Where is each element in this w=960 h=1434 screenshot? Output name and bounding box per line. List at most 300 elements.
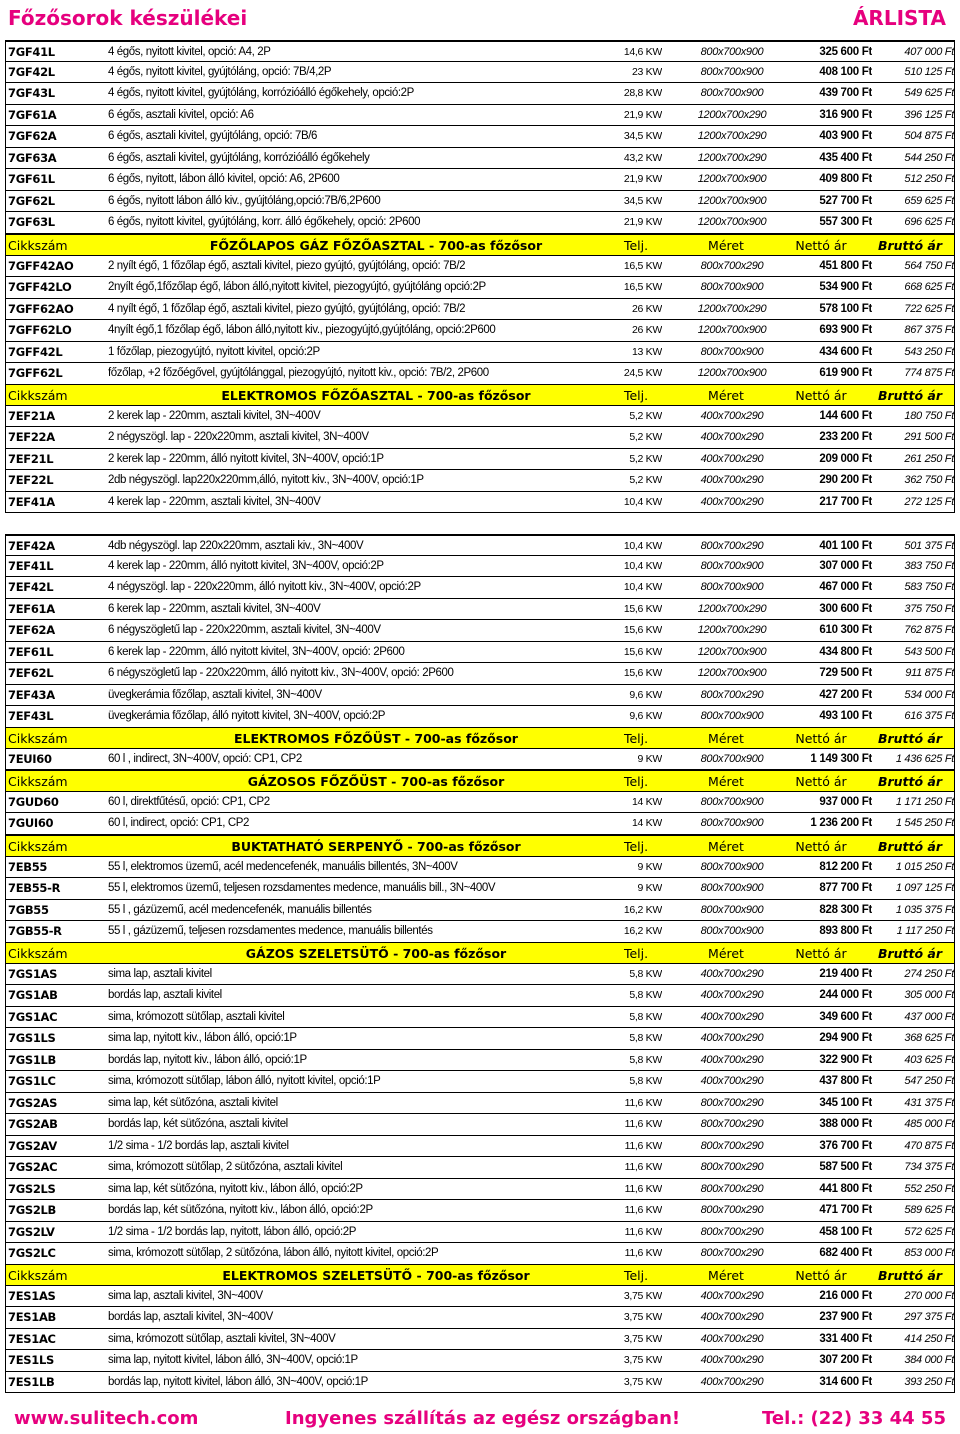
product-description: 4 kerek lap - 220mm, asztali kivitel, 3N~400V [108,495,321,508]
section-header [5,1264,955,1286]
gross-price: 564 750 Ft [904,259,954,272]
product-description: 60 l , indirect, 3N~400V, opció: CP1, CP2 [108,752,302,765]
product-code: 7GF62L [8,193,55,208]
shipping-note: Ingyenes szállítás az egész országban! [285,1408,681,1429]
website-link[interactable]: www.sulitech.com [14,1408,199,1429]
net-price: 244 000 Ft [819,989,872,1001]
product-description: 60 l, direktfűtésű, opció: CP1, CP2 [108,795,270,808]
product-code: 7GUD60 [8,794,59,809]
gross-price: 431 375 Ft [904,1096,954,1109]
column-header-power: Telj. [623,238,649,253]
gross-price: 274 250 Ft [904,967,954,980]
product-code: 7GS1AC [8,1009,58,1024]
product-code: 7EF42L [8,580,54,594]
product-description: 2nyílt égő,1főzőlap égő, lábon álló,nyitott kivitel, piezogyújtó, gyújtóláng opció:2P [108,281,486,293]
product-code: 7EF41L [8,558,54,573]
gross-price: 734 375 Ft [904,1161,954,1173]
product-code: 7GFF42LO [8,280,72,294]
gross-price: 1 097 125 Ft [895,882,954,894]
product-description: sima lap, asztali kivitel [108,967,212,980]
product-code: 7EF62L [8,666,54,680]
product-description: 2 kerek lap - 220mm, álló nyitott kivitel, 3N~400V, opció:1P [108,452,384,465]
dimensions: 1200x700x900 [697,367,767,379]
power: 11,6 KW [624,1118,662,1130]
power: 9 KW [637,882,662,894]
power: 11,6 KW [624,1182,662,1195]
product-description: 4db négyszögl. lap 220x220mm, asztali kiv., 3N~400V [108,540,364,552]
product-code: 7GB55-R [8,924,62,938]
dimensions: 1200x700x900 [697,645,767,658]
net-price: 1 236 200 Ft [810,817,872,829]
table-row [5,1200,955,1222]
column-header-gross-price: Bruttó ár [877,731,943,746]
power: 16,5 KW [623,281,662,293]
table-row [5,191,955,213]
table-row [5,642,955,664]
product-description: 55 l, elektromos üzemű, acél medencefenék, manuális billentés, 3N~400V [108,860,458,873]
table-row [5,663,955,685]
column-header-code: Cikkszám [8,1268,68,1283]
table-row [5,427,955,449]
product-code: 7EF43A [8,687,55,702]
dimensions: 1200x700x290 [697,624,767,636]
table-row [5,406,955,428]
dimensions: 800x700x290 [700,259,764,272]
product-description: bordás lap, nyitott kiv., lábon álló, opció:1P [108,1053,307,1066]
product-description: 6 égős, nyitott kivitel, gyújtóláng, korr. álló égőkehely, opció: 2P600 [108,216,421,228]
power: 21,9 KW [623,173,662,185]
net-price: 144 600 Ft [819,409,872,422]
column-header-code: Cikkszám [8,946,68,961]
product-description: 6 kerek lap - 220mm, álló nyitott kivitel, 3N~400V, opció: 2P600 [108,645,405,658]
dimensions: 800x700x900 [700,817,764,829]
dimensions: 800x700x290 [700,1204,764,1216]
column-header-size: Méret [708,774,744,789]
table-row [5,126,955,148]
product-code: 7GF62A [8,129,57,143]
column-header-power: Telj. [623,946,649,961]
power: 5,8 KW [629,967,662,980]
product-code: 7EF21A [8,408,55,423]
product-code: 7GS1LC [8,1074,56,1088]
dimensions: 800x700x900 [700,903,764,916]
product-description: 6 égős, nyitott lábon álló kiv., gyújtóláng,opció:7B/6,2P600 [108,194,381,207]
power: 15,6 KW [623,602,662,615]
gross-price: 403 625 Ft [904,1053,954,1066]
column-header-code: Cikkszám [8,774,68,789]
gross-price: 437 000 Ft [904,1010,954,1023]
power: 10,4 KW [623,559,662,572]
table-row [5,105,955,127]
dimensions: 800x700x290 [700,1118,764,1130]
power: 5,2 KW [629,474,662,486]
column-header-power: Telj. [623,774,649,789]
gross-price: 368 625 Ft [904,1032,954,1044]
section-title: FŐZŐLAPOS GÁZ FŐZŐASZTAL - 700-as főzősor [209,238,543,253]
net-price: 451 800 Ft [819,259,872,272]
product-code: 7GF61A [8,107,57,122]
table-row [5,449,955,471]
power: 11,6 KW [624,1204,662,1216]
gross-price: 297 375 Ft [904,1311,954,1323]
net-price: 937 000 Ft [819,795,872,808]
gross-price: 501 375 Ft [904,540,954,552]
gross-price: 362 750 Ft [904,474,954,486]
product-code: 7GFF42AO [8,258,74,273]
product-code: 7GF41L [8,45,55,59]
power: 5,8 KW [629,1010,662,1023]
dimensions: 400x700x290 [700,1075,764,1087]
net-price: 294 900 Ft [819,1032,872,1044]
product-description: 6 kerek lap - 220mm, asztali kivitel, 3N~400V [108,602,321,615]
power: 5,8 KW [629,1075,662,1087]
product-description: 6 égős, asztali kivitel, gyújtóláng, opció: 7B/6 [108,130,318,142]
dimensions: 400x700x290 [700,1053,764,1066]
section-header [5,727,955,749]
dimensions: 400x700x290 [700,495,764,508]
product-code: 7GFF62LO [8,323,72,337]
power: 21,9 KW [623,108,662,121]
net-price: 314 600 Ft [819,1375,872,1388]
power: 16,2 KW [623,903,662,916]
phone-number: Tel.: (22) 33 44 55 [761,1408,946,1429]
column-header-power: Telj. [623,839,649,854]
net-price: 534 900 Ft [819,281,872,293]
gross-price: 384 000 Ft [904,1354,954,1366]
net-price: 376 700 Ft [819,1139,872,1152]
net-price: 471 700 Ft [819,1204,872,1216]
product-description: sima, krómozott sütőlap, 2 sütőzóna, asztali kivitel [108,1161,343,1173]
dimensions: 800x700x900 [700,860,764,873]
table-row [5,706,955,728]
footer [0,1404,960,1434]
column-header-gross-price: Bruttó ár [877,238,943,253]
gross-price: 510 125 Ft [904,65,954,78]
power: 11,6 KW [624,1139,662,1152]
dimensions: 400x700x290 [700,1332,764,1345]
product-code: 7GS2LB [8,1203,57,1217]
gross-price: 1 015 250 Ft [895,860,954,873]
power: 16,5 KW [623,259,662,272]
product-description: 1/2 sima - 1/2 bordás lap, asztali kivitel [108,1139,289,1152]
net-price: 435 400 Ft [819,151,872,164]
dimensions: 400x700x290 [700,431,764,443]
power: 11,6 KW [624,1161,662,1173]
dimensions: 1200x700x900 [697,324,767,336]
power: 9 KW [637,752,662,765]
table-row [5,299,955,321]
dimensions: 800x700x900 [700,795,764,808]
table-row [5,556,955,578]
net-price: 828 300 Ft [819,903,872,916]
gross-price: 534 000 Ft [904,688,954,701]
net-price: 578 100 Ft [819,302,872,315]
net-price: 408 100 Ft [819,65,872,78]
dimensions: 800x700x900 [700,281,764,293]
product-description: 1/2 sima - 1/2 bordás lap, nyitott, lábon álló, opció:2P [108,1225,357,1238]
table-row [5,1350,955,1372]
table-row [5,492,955,514]
gross-price: 722 625 Ft [904,302,954,315]
dimensions: 1200x700x900 [697,667,767,679]
power: 24,5 KW [623,367,662,379]
table-row [5,256,955,278]
gross-price: 393 250 Ft [904,1375,954,1388]
product-description: bordás lap, asztali kivitel [108,989,222,1001]
net-price: 388 000 Ft [819,1118,872,1130]
column-header-power: Telj. [623,388,649,403]
net-price: 316 900 Ft [819,108,872,121]
column-header-gross-price: Bruttó ár [877,1268,943,1283]
gross-price: 504 875 Ft [904,130,954,142]
product-description: 55 l , gázüzemű, acél medencefenék, manuális billentés [108,903,372,916]
product-code: 7GS2LC [8,1246,56,1260]
power: 28,8 KW [623,87,662,99]
table-row [5,985,955,1007]
product-code: 7GS1AB [8,988,58,1002]
gross-price: 1 035 375 Ft [895,903,954,916]
product-code: 7EF62A [8,623,55,637]
power: 3,75 KW [623,1354,662,1366]
product-code: 7EF22A [8,430,55,444]
net-price: 307 000 Ft [819,559,872,572]
column-header-net-price: Nettó ár [795,774,847,789]
product-code: 7EB55-R [8,881,61,895]
dimensions: 400x700x290 [700,1010,764,1023]
net-price: 1 149 300 Ft [810,752,872,765]
section-title: ELEKTROMOS SZELETSÜTŐ - 700-as főzősor [222,1268,530,1283]
gross-price: 543 500 Ft [904,645,954,658]
net-price: 300 600 Ft [819,602,872,615]
product-code: 7GF42L [8,64,55,79]
price-table-section [5,835,955,943]
column-header-size: Méret [708,238,744,253]
product-description: 60 l, indirect, opció: CP1, CP2 [108,817,250,829]
power: 16,2 KW [623,925,662,937]
power: 34,5 KW [623,130,662,142]
power: 3,75 KW [623,1289,662,1302]
power: 15,6 KW [623,624,662,636]
gross-price: 1 117 250 Ft [896,925,954,937]
product-code: 7EF61A [8,601,55,616]
column-header-net-price: Nettó ár [795,839,847,854]
product-description: bordás lap, nyitott kivitel, lábon álló, 3N~400V, opció:1P [108,1375,368,1388]
net-price: 693 900 Ft [819,324,872,336]
table-row [5,83,955,105]
table-row [5,212,955,234]
table-row [5,620,955,642]
power: 23 KW [631,65,662,78]
table-row [5,320,955,342]
section-header [5,835,955,857]
gross-price: 396 125 Ft [904,108,954,121]
gross-price: 853 000 Ft [904,1247,954,1259]
column-header-net-price: Nettó ár [795,388,847,403]
dimensions: 400x700x290 [700,409,764,422]
power: 5,8 KW [629,1032,662,1044]
gross-price: 616 375 Ft [904,710,954,722]
table-row [5,40,955,62]
product-description: 4nyílt égő,1 főzőlap égő, lábon álló,nyitott kiv., piezogyújtó,gyújtóláng, opció:2P600 [108,324,496,336]
product-description: bordás lap, két sütőzóna, nyitott kiv., lábon álló, opció:2P [108,1204,373,1216]
price-table-section [5,384,955,513]
product-code: 7ES1LS [8,1353,54,1367]
gross-price: 375 750 Ft [904,602,954,615]
product-description: 4 égős, nyitott kivitel, gyújtóláng, opció: 7B/4,2P [108,65,332,78]
product-description: üvegkerámia főzőlap, álló nyitott kivitel, 3N~400V, opció:2P [108,710,385,722]
section-title: ELEKTROMOS FŐZŐÜST - 700-as főzősor [234,731,518,746]
product-code: 7ES1LB [8,1374,55,1389]
net-price: 325 600 Ft [819,46,872,58]
product-code: 7EB55 [8,859,48,874]
column-header-net-price: Nettó ár [795,946,847,961]
section-header [5,942,955,964]
product-code: 7GS2LS [8,1181,56,1196]
table-row [5,534,955,556]
product-code: 7ES1AS [8,1288,56,1303]
product-description: sima lap, két sütőzóna, asztali kivitel [108,1096,278,1109]
net-price: 610 300 Ft [819,624,872,636]
dimensions: 400x700x290 [700,967,764,980]
column-header-code: Cikkszám [8,238,68,253]
net-price: 458 100 Ft [819,1225,872,1238]
dimensions: 800x700x900 [700,752,764,765]
gross-price: 774 875 Ft [904,367,954,379]
column-header-code: Cikkszám [8,731,68,746]
table-row [5,900,955,922]
price-table-section [5,40,955,234]
dimensions: 400x700x290 [700,1289,764,1302]
dimensions: 800x700x290 [700,1225,764,1238]
net-price: 493 100 Ft [819,710,872,722]
net-price: 682 400 Ft [819,1247,872,1259]
net-price: 619 900 Ft [819,367,872,379]
table-row [5,470,955,492]
table-row [5,749,955,771]
column-header-gross-price: Bruttó ár [877,774,943,789]
price-table-section [5,234,955,385]
gross-price: 270 000 Ft [904,1289,954,1302]
power: 9,6 KW [629,688,662,701]
column-header-gross-price: Bruttó ár [877,388,943,403]
gross-price: 1 436 625 Ft [895,752,954,765]
gross-price: 696 625 Ft [904,216,954,228]
table-row [5,1007,955,1029]
gross-price: 305 000 Ft [904,989,954,1001]
table-row [5,148,955,170]
table-row [5,169,955,191]
section-header [5,770,955,792]
gross-price: 589 625 Ft [904,1204,954,1216]
product-code: 7GF61L [8,172,55,186]
dimensions: 800x700x900 [700,559,764,572]
product-description: 4 égős, nyitott kivitel, opció: A4, 2P [108,46,271,58]
gross-price: 485 000 Ft [904,1118,954,1130]
dimensions: 1200x700x900 [697,194,767,207]
gross-price: 407 000 Ft [904,46,954,58]
column-header-net-price: Nettó ár [795,238,847,253]
product-code: 7GF43L [8,86,55,100]
net-price: 345 100 Ft [819,1096,872,1109]
gross-price: 583 750 Ft [904,581,954,593]
net-price: 237 900 Ft [819,1311,872,1323]
product-code: 7GS2AV [8,1138,57,1153]
table-row [5,878,955,900]
product-description: sima lap, asztali kivitel, 3N~400V [108,1289,263,1302]
product-description: 4 négyszögl. lap - 220x220mm, álló nyitott kiv., 3N~400V, opció:2P [108,581,421,593]
product-code: 7ES1AB [8,1310,57,1324]
table-row [5,277,955,299]
section-title: ELEKTROMOS FŐZŐASZTAL - 700-as főzősor [221,388,531,403]
product-code: 7GS2AB [8,1117,58,1131]
power: 10,4 KW [623,581,662,593]
product-description: sima, krómozott sütőlap, asztali kivitel, 3N~400V [108,1332,336,1345]
dimensions: 800x700x900 [700,882,764,894]
price-list-label: ÁRLISTA [852,6,946,30]
product-description: 2 négyszögl. lap - 220x220mm, asztali kivitel, 3N~400V [108,431,369,443]
table-row [5,1093,955,1115]
table-row [5,813,955,835]
net-price: 439 700 Ft [819,87,872,99]
power: 3,75 KW [623,1311,662,1323]
product-description: 2db négyszögl. lap220x220mm,álló, nyitott kiv., 3N~400V, opció:1P [108,474,424,486]
dimensions: 1200x700x290 [697,602,767,615]
table-row [5,964,955,986]
product-code: 7GS2AC [8,1160,58,1174]
dimensions: 800x700x900 [700,65,764,78]
net-price: 216 000 Ft [819,1289,872,1302]
table-row [5,1307,955,1329]
power: 43,2 KW [623,151,662,164]
net-price: 427 200 Ft [819,688,872,701]
table-row [5,62,955,84]
product-code: 7GS1AS [8,966,58,981]
dimensions: 400x700x290 [700,989,764,1001]
dimensions: 1200x700x290 [697,151,767,164]
power: 15,6 KW [623,667,662,679]
gross-price: 544 250 Ft [904,151,954,164]
column-header-size: Méret [708,1268,744,1283]
net-price: 434 800 Ft [819,645,872,658]
product-code: 7EF42A [8,539,55,553]
power: 5,2 KW [629,409,662,422]
power: 14,6 KW [623,46,662,58]
dimensions: 800x700x290 [700,1096,764,1109]
table-row [5,1286,955,1308]
gross-price: 512 250 Ft [904,173,954,185]
product-description: 6 négyszögletű lap - 220x220mm, asztali kivitel, 3N~400V [108,624,381,636]
net-price: 527 700 Ft [819,194,872,207]
net-price: 409 800 Ft [819,173,872,185]
column-header-gross-price: Bruttó ár [877,946,943,961]
dimensions: 1200x700x900 [697,173,767,185]
product-description: 6 égős, nyitott, lábon álló kivitel, opció: A6, 2P600 [108,173,340,185]
net-price: 441 800 Ft [819,1182,872,1195]
net-price: 401 100 Ft [819,540,872,552]
product-description: 55 l, elektromos üzemű, teljesen rozsdamentes medence, manuális bill., 3N~400V [108,882,496,894]
net-price: 467 000 Ft [819,581,872,593]
column-header-net-price: Nettó ár [795,731,847,746]
gross-price: 659 625 Ft [904,194,954,207]
power: 5,2 KW [629,431,662,443]
product-code: 7EF43L [8,709,54,723]
gross-price: 1 171 250 Ft [895,795,954,808]
power: 5,2 KW [629,452,662,465]
column-header-size: Méret [708,839,744,854]
gross-price: 1 545 250 Ft [895,817,954,829]
power: 11,6 KW [624,1096,662,1109]
dimensions: 1200x700x290 [697,302,767,315]
